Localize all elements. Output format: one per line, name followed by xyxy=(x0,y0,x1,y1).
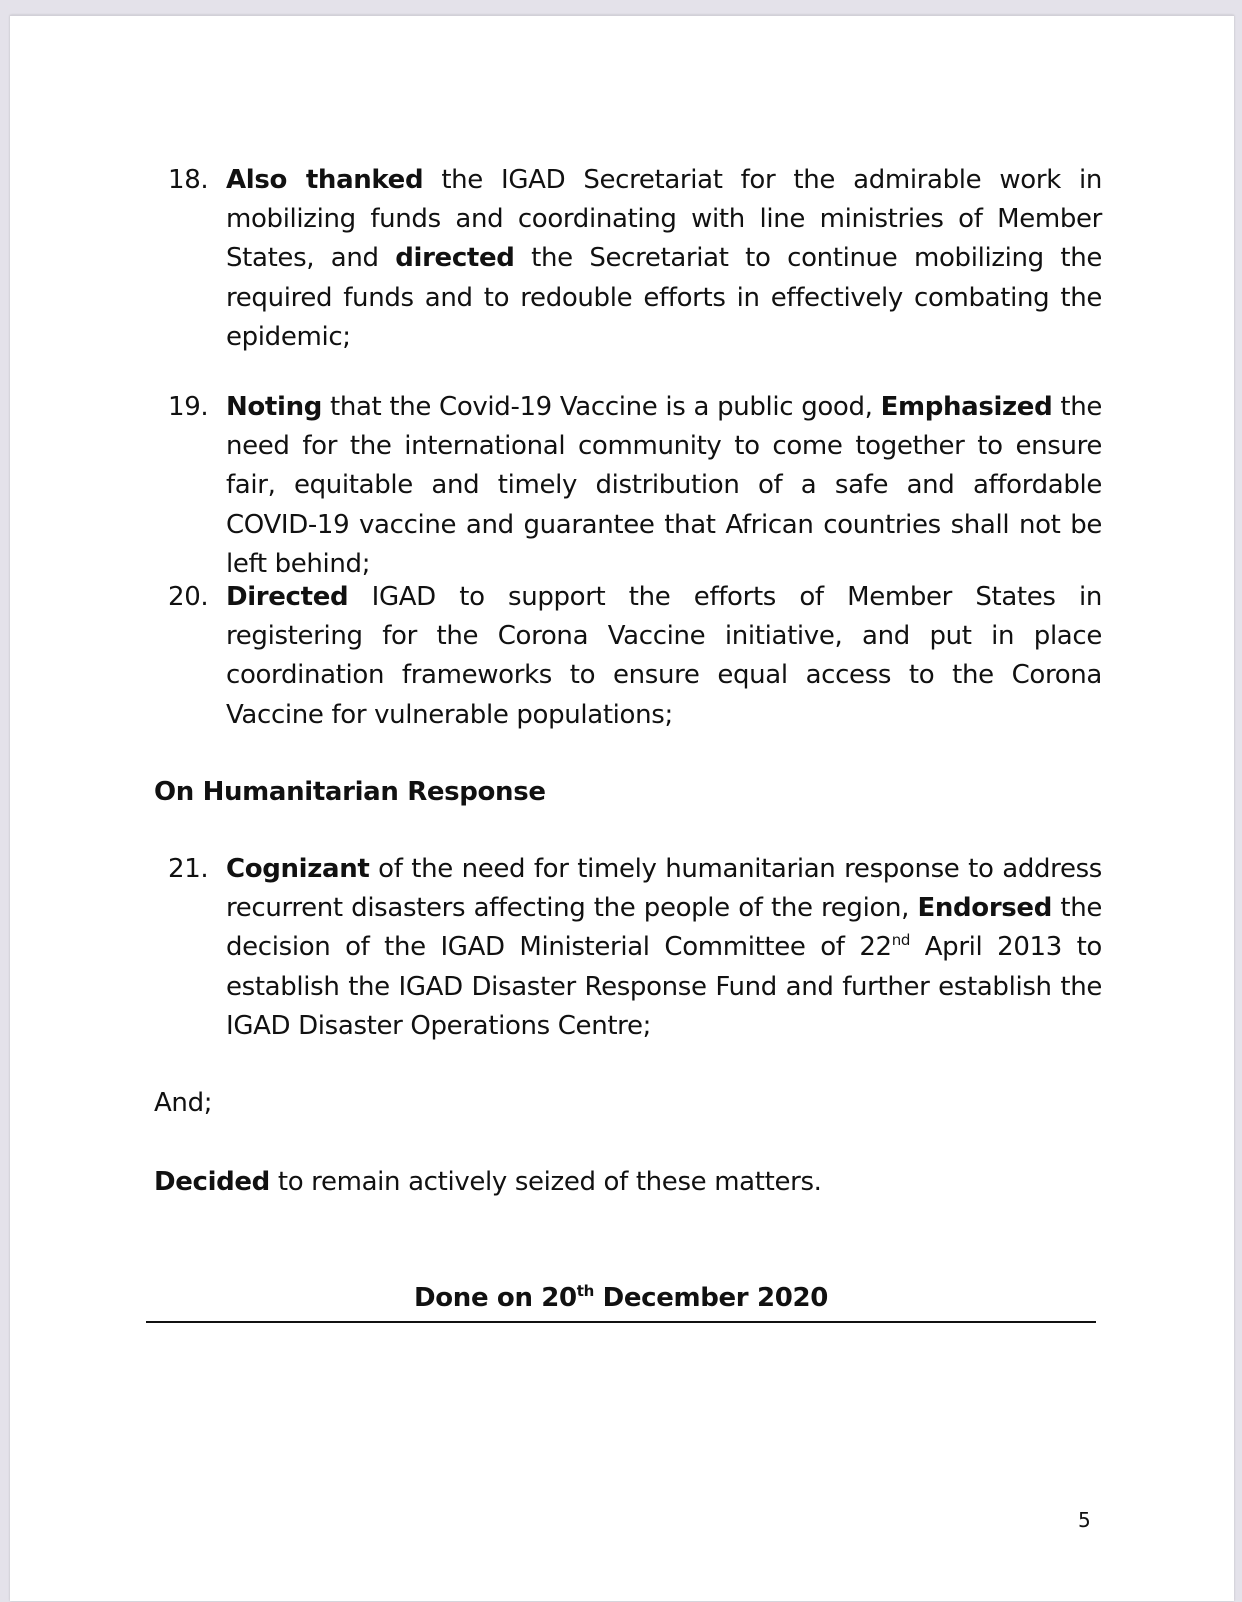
bold-phrase: Also thanked xyxy=(226,165,424,195)
closing-statement xyxy=(154,1163,822,1202)
document-page xyxy=(10,15,1234,1601)
paragraph-body xyxy=(226,850,1102,1046)
paragraph-number: 19. xyxy=(168,392,209,422)
done-suffix: December 2020 xyxy=(593,1283,828,1313)
text-segment: the decision of the IGAD Ministerial Committee of 22 xyxy=(226,893,1102,963)
text-segment: to remain actively seized of these matters. xyxy=(269,1167,822,1197)
done-prefix: Done on 20 xyxy=(414,1283,577,1313)
paragraph-20 xyxy=(168,578,1102,735)
bold-phrase: Directed xyxy=(226,582,349,612)
paragraph-19 xyxy=(168,388,1102,584)
paragraph-21 xyxy=(168,850,1102,1046)
bold-phrase: directed xyxy=(395,243,515,274)
text-segment: April 2013 to establish the IGAD Disaster Response Fund and further establish the IGAD Disaster Operations Centre; xyxy=(226,932,1102,1041)
text-segment: IGAD to support the efforts of Member States in registering for the Corona Vaccine initiative, and put in place coordination frameworks to ensure equal access to the Corona Vaccine for vulnerable populations; xyxy=(226,582,1102,730)
paragraph-number: 20. xyxy=(168,582,209,612)
and-line: And; xyxy=(154,1088,213,1118)
horizontal-rule xyxy=(146,1321,1096,1323)
text-segment: that the Covid-19 Vaccine is a public good, xyxy=(321,392,881,422)
paragraph-body xyxy=(226,388,1102,584)
bold-phrase: Emphasized xyxy=(880,392,1053,422)
bold-phrase: Cognizant xyxy=(226,854,370,884)
done-date-line xyxy=(146,1279,1096,1318)
text-segment: the IGAD Secretariat for the admirable work in mobilizing funds and coordinating with line ministries of Member States, and xyxy=(226,165,1102,274)
text-segment: the Secretariat to continue mobilizing the required funds and to redouble efforts in effectively combating the epidemic; xyxy=(226,243,1102,352)
paragraph-number: 21. xyxy=(168,854,209,884)
ordinal-suffix: th xyxy=(576,1282,594,1300)
bold-phrase: Noting xyxy=(226,392,322,422)
text-segment: of the need for timely humanitarian response to address recurrent disasters affecting the people of the region, xyxy=(226,854,1102,924)
paragraph-body xyxy=(226,578,1102,735)
paragraph-18 xyxy=(168,161,1102,357)
paragraph-body xyxy=(226,161,1102,357)
bold-phrase: Endorsed xyxy=(917,893,1052,924)
section-heading: On Humanitarian Response xyxy=(154,777,546,807)
bold-phrase: Decided xyxy=(154,1167,270,1197)
paragraph-number: 18. xyxy=(168,165,209,195)
ordinal-suffix: nd xyxy=(891,931,911,950)
page-number: 5 xyxy=(1078,1508,1091,1532)
text-segment: the need for the international community to come together to ensure fair, equitable and timely distribution of a safe and affordable COVID-19 vaccine and guarantee that African countries shall not be left behind; xyxy=(226,392,1102,579)
